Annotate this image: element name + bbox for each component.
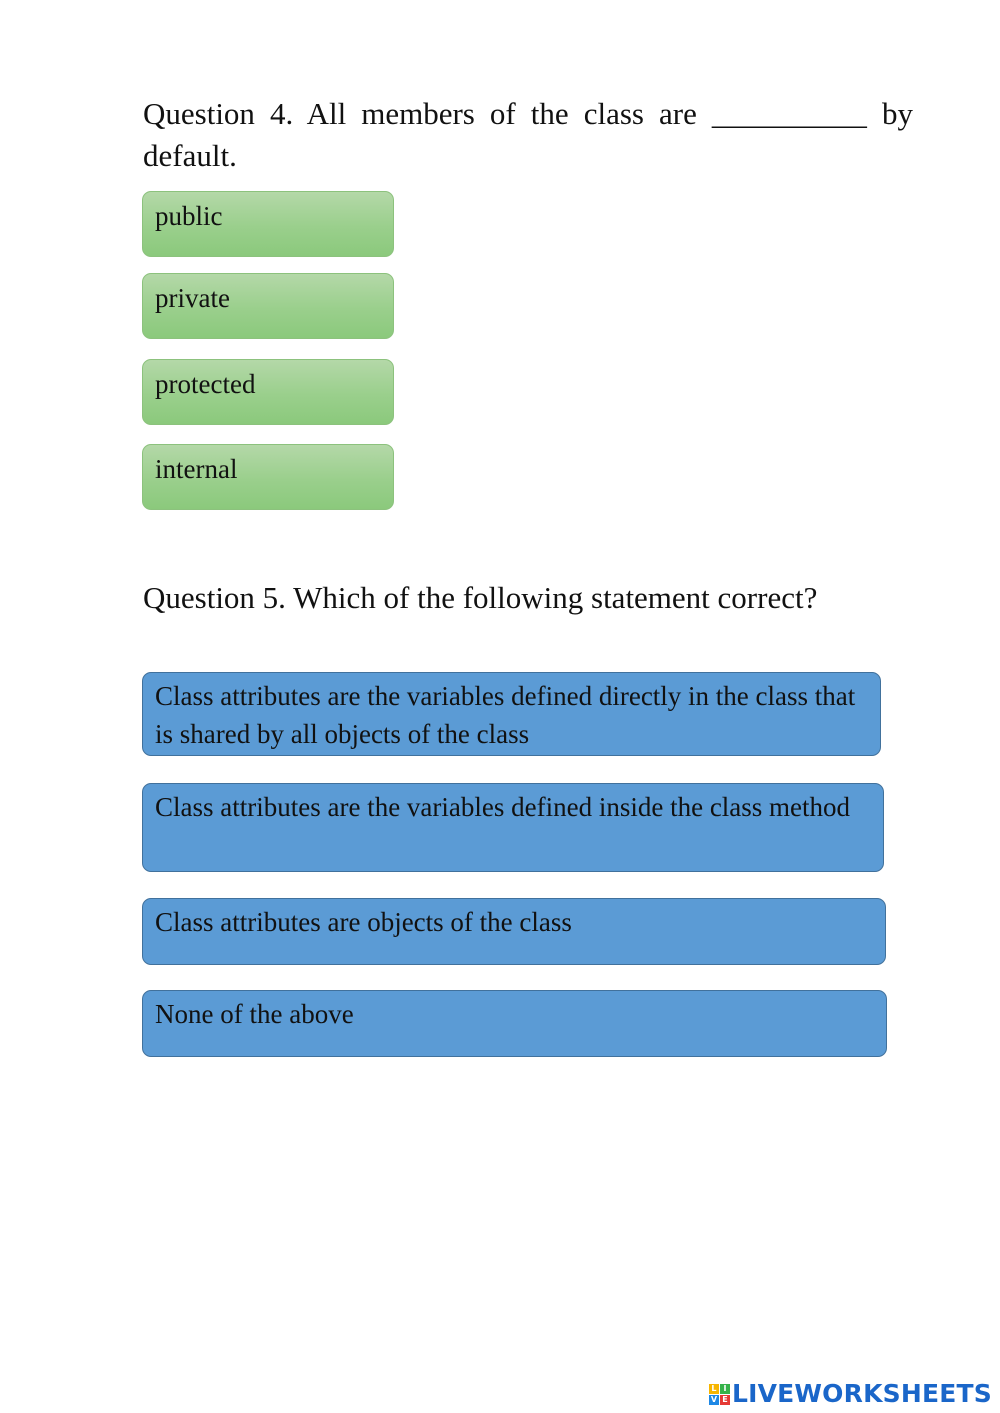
q4-option-public[interactable]: public xyxy=(142,191,394,257)
q5-option-method-variables[interactable]: Class attributes are the variables defined inside the class method xyxy=(142,783,884,872)
logo-square-i: I xyxy=(720,1384,730,1394)
liveworksheets-logo xyxy=(709,1377,992,1409)
logo-square-l: L xyxy=(709,1384,719,1394)
q5-option-objects[interactable]: Class attributes are objects of the class xyxy=(142,898,886,965)
q4-option-private[interactable]: private xyxy=(142,273,394,339)
question-5-text: Question 5. Which of the following statement correct? xyxy=(143,580,818,615)
logo-square-e: E xyxy=(720,1395,730,1405)
q4-option-internal[interactable]: internal xyxy=(142,444,394,510)
logo-square-v: V xyxy=(710,1394,718,1404)
question-4-text: Question 4. All members of the class are __________ by default. xyxy=(143,96,913,173)
liveworksheets-logo-icon xyxy=(709,1384,730,1405)
q4-option-protected[interactable]: protected xyxy=(142,359,394,425)
liveworksheets-wordmark: LIVEWORKSHEETS xyxy=(731,1378,992,1408)
q5-option-none[interactable]: None of the above xyxy=(142,990,887,1057)
q5-option-shared-variables[interactable]: Class attributes are the variables defined directly in the class that is shared by all objects of the class xyxy=(142,672,881,756)
